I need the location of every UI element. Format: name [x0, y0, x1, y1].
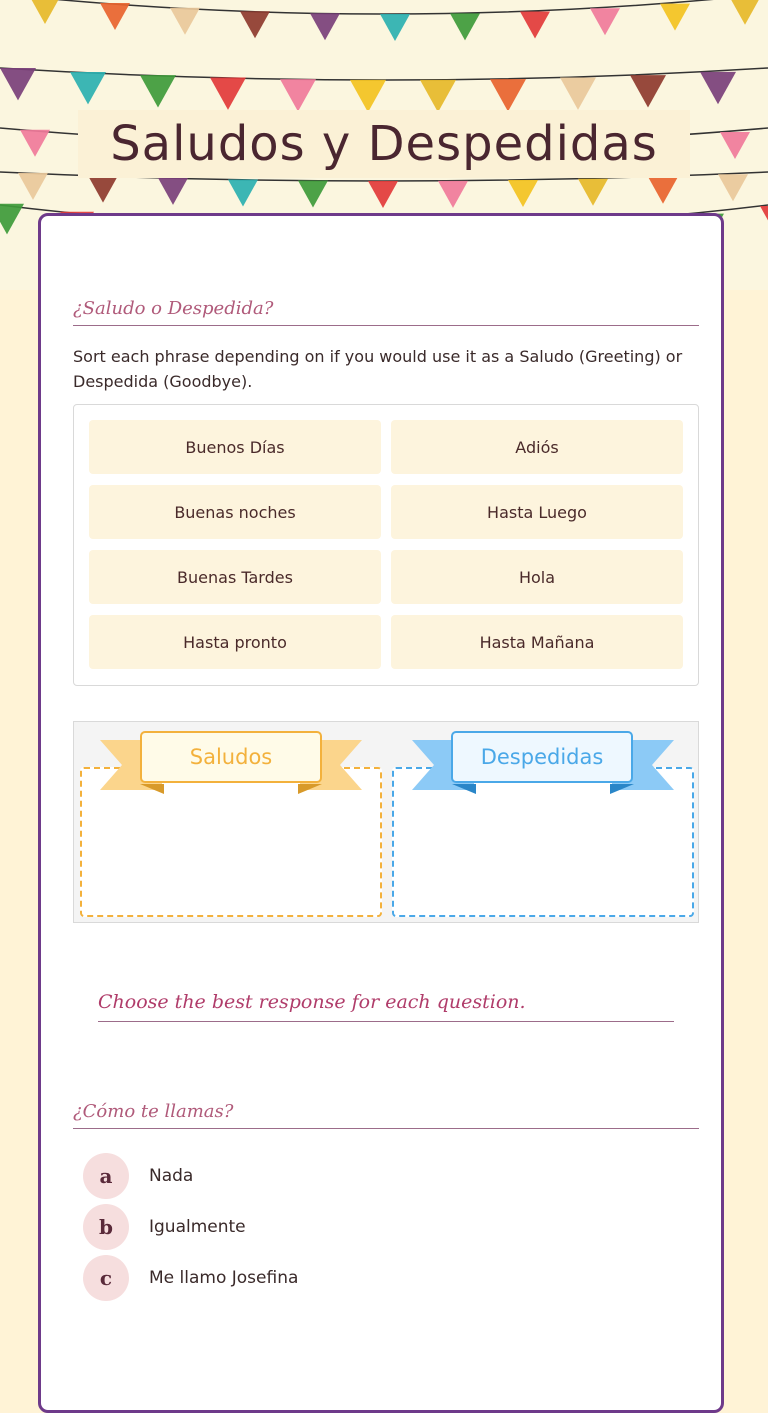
- bunting-flag: [210, 78, 246, 110]
- bunting-flag: [0, 204, 24, 235]
- bunting-flag: [380, 14, 410, 41]
- bunting-flag: [438, 181, 468, 208]
- question-1-option-a[interactable]: [83, 1153, 193, 1199]
- phrase-tile-hasta-luego[interactable]: Hasta Luego: [391, 485, 683, 539]
- sort-section-heading: ¿Saludo o Despedida?: [73, 298, 699, 326]
- bunting-flag: [280, 79, 316, 111]
- bunting-flag: [560, 77, 596, 109]
- bunting-flag: [590, 8, 620, 35]
- bunting-flag: [240, 11, 270, 38]
- bunting-flag: [100, 3, 130, 30]
- bunting-flag: [730, 0, 760, 25]
- bunting-flag: [30, 0, 60, 24]
- bunting-flag: [368, 181, 398, 208]
- bunting-flag: [228, 180, 258, 207]
- bunting-flag: [520, 11, 550, 38]
- question-1-prompt: ¿Cómo te llamas?: [73, 1101, 699, 1129]
- bunting-flag: [648, 177, 678, 204]
- page-title: Saludos y Despedidas: [110, 116, 658, 172]
- bunting-flag: [20, 130, 50, 157]
- bunting-flag: [578, 179, 608, 206]
- option-letter-badge: c: [83, 1255, 129, 1301]
- bunting-flag: [0, 68, 36, 100]
- bunting-flag: [450, 13, 480, 40]
- bunting-flag: [350, 80, 386, 112]
- questions-intro: Choose the best response for each question.: [98, 991, 674, 1022]
- bunting-flag: [718, 174, 748, 201]
- bunting-flag: [630, 75, 666, 107]
- saludos-bucket-label: Saludos: [140, 731, 322, 783]
- phrase-tiles-container: [73, 404, 699, 686]
- bunting-flag: [70, 72, 106, 104]
- title-box: [78, 110, 690, 178]
- despedidas-bucket-label: Despedidas: [451, 731, 633, 783]
- worksheet-card: [38, 213, 724, 1413]
- option-letter-badge: a: [83, 1153, 129, 1199]
- bunting-flag: [298, 181, 328, 208]
- bunting-flag: [720, 132, 750, 159]
- sort-drop-area: [73, 721, 699, 923]
- phrase-tile-hasta-pronto[interactable]: Hasta pronto: [89, 615, 381, 669]
- phrase-tile-hasta-manana[interactable]: Hasta Mañana: [391, 615, 683, 669]
- bunting-flag: [18, 173, 48, 200]
- bunting-flag: [310, 13, 340, 40]
- bunting-flag: [158, 178, 188, 205]
- question-1-option-b[interactable]: [83, 1204, 246, 1250]
- bunting-flag: [88, 176, 118, 203]
- bunting-flag: [490, 79, 526, 111]
- bunting-flag: [420, 80, 456, 112]
- bunting-flag: [508, 180, 538, 207]
- option-letter-badge: b: [83, 1204, 129, 1250]
- bunting-flag: [660, 4, 690, 31]
- option-text: Igualmente: [149, 1217, 246, 1237]
- sort-instructions: Sort each phrase depending on if you would use it as a Saludo (Greeting) or Despedida (Goodbye).: [73, 347, 683, 391]
- phrase-tile-buenos-dias[interactable]: Buenos Días: [89, 420, 381, 474]
- phrase-tile-hola[interactable]: Hola: [391, 550, 683, 604]
- phrase-tile-buenas-noches[interactable]: Buenas noches: [89, 485, 381, 539]
- phrase-tile-adios[interactable]: Adiós: [391, 420, 683, 474]
- bunting-flag: [760, 206, 768, 237]
- bunting-flag: [700, 72, 736, 104]
- option-text: Me llamo Josefina: [149, 1268, 299, 1288]
- option-text: Nada: [149, 1166, 194, 1186]
- bunting-flag: [140, 75, 176, 107]
- question-1-option-c[interactable]: [83, 1255, 298, 1301]
- phrase-tile-buenas-tardes[interactable]: Buenas Tardes: [89, 550, 381, 604]
- bunting-flag: [170, 8, 200, 35]
